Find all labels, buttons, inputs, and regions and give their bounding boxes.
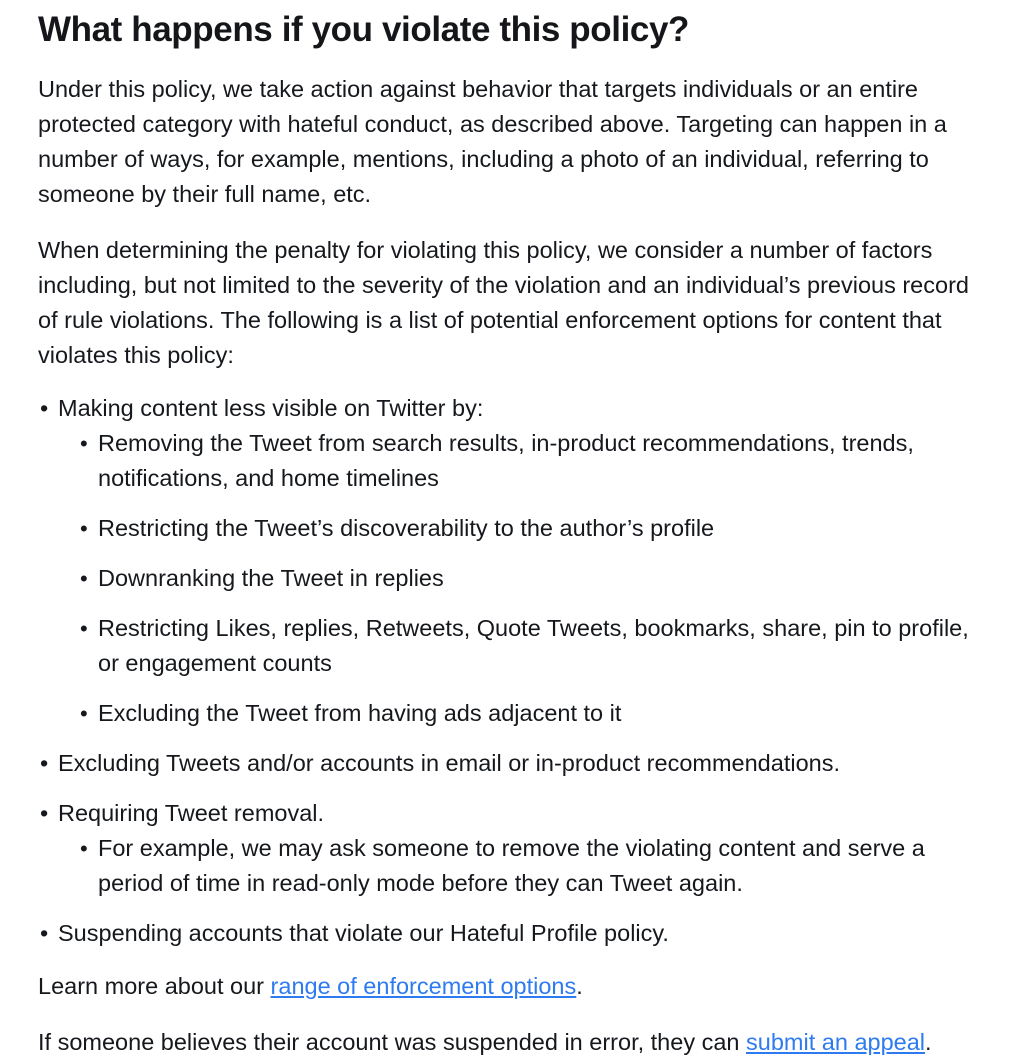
list-item xyxy=(78,611,986,681)
list-item-label: Removing the Tweet from search results, in-product recommendations, trends, notifications, and home timelines xyxy=(98,430,914,491)
list-item-label: Excluding the Tweet from having ads adjacent to it xyxy=(98,700,622,726)
bullet-icon: • xyxy=(40,395,49,421)
intro-paragraph: Under this policy, we take action against behavior that targets individuals or an entire protected category with hateful conduct, as described above. Targeting can happen in a number of ways, for example, mentions, including a photo of an individual, referring to someone by their full name, etc. xyxy=(38,76,947,207)
bullet-icon: • xyxy=(40,750,49,776)
list-item-label: For example, we may ask someone to remove the violating content and serve a period of time in read-only mode before they can Tweet again. xyxy=(98,835,925,896)
page-title: What happens if you violate this policy? xyxy=(38,10,690,49)
list-item xyxy=(78,511,986,546)
learn-more-paragraph xyxy=(38,969,986,1004)
range-of-enforcement-options-link[interactable]: range of enforcement options xyxy=(270,973,577,999)
list-item xyxy=(38,916,986,951)
list-item xyxy=(38,746,986,781)
list-item-label: Restricting Likes, replies, Retweets, Quote Tweets, bookmarks, share, pin to profile, or engagement counts xyxy=(98,615,969,676)
bullet-icon: • xyxy=(80,836,88,861)
appeal-paragraph xyxy=(38,1025,986,1060)
bullet-icon: • xyxy=(40,800,49,826)
policy-document-page xyxy=(0,8,1020,1055)
list-item xyxy=(38,391,986,731)
list-item-label: Suspending accounts that violate our Hateful Profile policy. xyxy=(58,920,669,946)
bullet-icon: • xyxy=(80,616,88,641)
submit-an-appeal-link[interactable]: submit an appeal xyxy=(746,1029,926,1055)
enforcement-options-list xyxy=(38,391,986,951)
learn-more-trailing-text: . xyxy=(576,973,583,999)
bullet-icon: • xyxy=(80,516,88,541)
list-item-label: Excluding Tweets and/or accounts in email or in-product recommendations. xyxy=(58,750,840,776)
list-item xyxy=(78,426,986,496)
list-item xyxy=(78,696,986,731)
list-item xyxy=(38,796,986,901)
list-item-label: Restricting the Tweet’s discoverability to the author’s profile xyxy=(98,515,715,541)
appeal-trailing-text: . xyxy=(925,1029,932,1055)
learn-more-lead-text: Learn more about our xyxy=(38,973,271,999)
list-item-label: Downranking the Tweet in replies xyxy=(98,565,444,591)
bullet-icon: • xyxy=(80,431,88,456)
penalty-factors-paragraph: When determining the penalty for violating this policy, we consider a number of factors including, but not limited to the severity of the violation and an individual’s previous record of rule violations. The following is a list of potential enforcement options for content that violates this policy: xyxy=(38,237,969,368)
bullet-icon: • xyxy=(80,566,88,591)
sub-list xyxy=(78,426,986,731)
list-item xyxy=(78,561,986,596)
list-item-label: Making content less visible on Twitter by: xyxy=(58,395,484,421)
sub-list xyxy=(78,831,986,901)
list-item xyxy=(78,831,986,901)
bullet-icon: • xyxy=(80,701,88,726)
bullet-icon: • xyxy=(40,920,49,946)
appeal-lead-text: If someone believes their account was suspended in error, they can xyxy=(38,1029,747,1055)
list-item-label: Requiring Tweet removal. xyxy=(58,800,325,826)
